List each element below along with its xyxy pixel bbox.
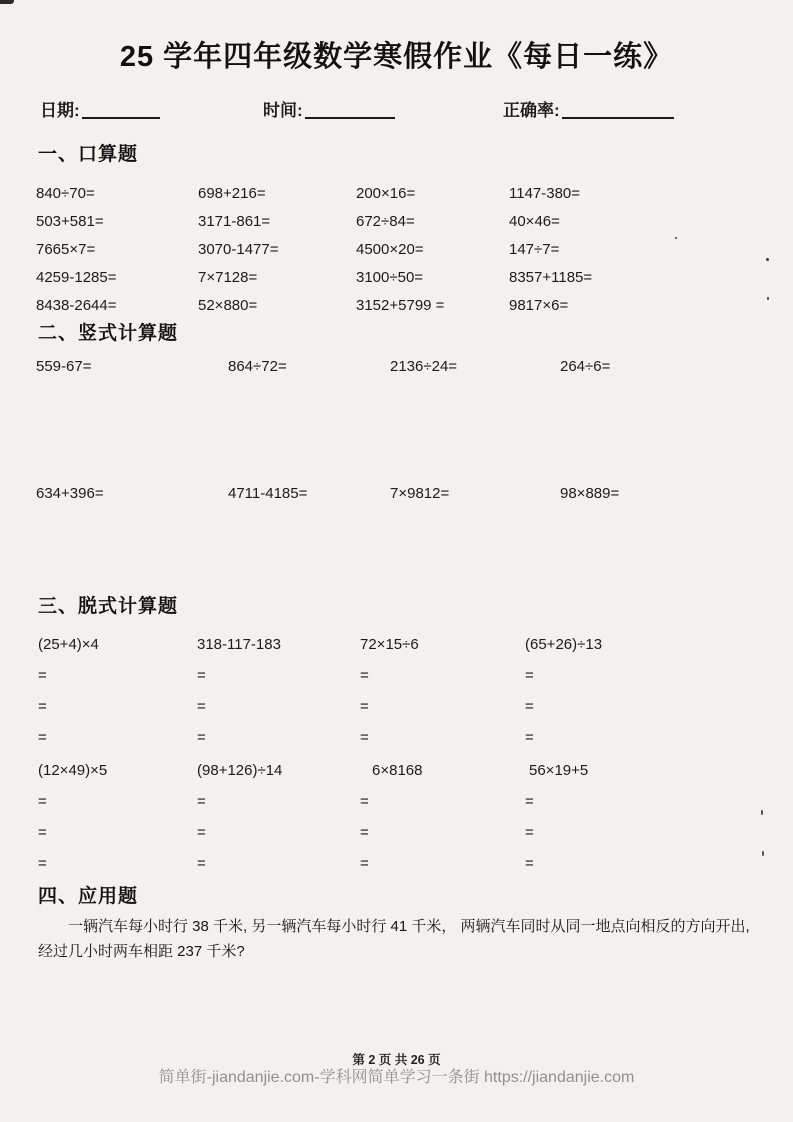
accuracy-blank-line bbox=[562, 104, 674, 119]
time-blank-line bbox=[305, 104, 395, 119]
accuracy-field bbox=[503, 96, 674, 121]
vertical-problem: 2136÷24= bbox=[390, 358, 458, 375]
scan-artifact bbox=[0, 0, 14, 4]
oral-problem: 840÷70= bbox=[36, 184, 95, 202]
oral-problem: 3070-1477= bbox=[198, 240, 279, 258]
stepwise-problem bbox=[525, 634, 793, 753]
page-number: 第 2 页 共 26 页 bbox=[352, 1053, 441, 1067]
oral-problem: 52×880= bbox=[198, 296, 258, 314]
stepwise-expression: 6×8168 bbox=[372, 762, 423, 779]
vertical-problem: 264÷6= bbox=[560, 358, 611, 375]
oral-problem: 8357+1185= bbox=[509, 268, 593, 286]
equals-line: = bbox=[197, 698, 206, 715]
oral-problem: 40×46= bbox=[509, 212, 560, 230]
time-label: 时间: bbox=[263, 101, 303, 120]
oral-problem: 7665×7= bbox=[36, 240, 96, 258]
equals-line: = bbox=[38, 729, 47, 746]
stepwise-expression: (65+26)÷13 bbox=[525, 636, 603, 653]
stepwise-group2 bbox=[0, 760, 793, 879]
equals-line: = bbox=[525, 729, 534, 746]
equals-line: = bbox=[197, 793, 206, 810]
oral-problem: 7×7128= bbox=[198, 268, 258, 286]
word-problem-text: 一辆汽车每小时行 38 千米, 另一辆汽车每小时行 41 千米， 两辆汽车同时从同一地点向相反的方向开出, 经过几小时两车相距 237 千米? bbox=[38, 918, 750, 960]
equals-line: = bbox=[525, 667, 534, 684]
equals-line: = bbox=[360, 793, 369, 810]
oral-problems-grid bbox=[0, 179, 793, 319]
date-blank-line bbox=[82, 104, 160, 119]
oral-problem: 672÷84= bbox=[356, 212, 415, 230]
stepwise-problem bbox=[525, 760, 793, 879]
equals-line: = bbox=[360, 698, 369, 715]
scan-artifact bbox=[766, 258, 769, 261]
date-label: 日期: bbox=[40, 101, 80, 120]
page-footer bbox=[0, 1053, 793, 1088]
vertical-problem: 864÷72= bbox=[228, 358, 287, 375]
site-watermark: 简单街-jiandanjie.com-学科网简单学习一条街 https://jiandanjie.com bbox=[158, 1069, 635, 1086]
equals-line: = bbox=[525, 824, 534, 841]
section-stepwise-heading: 三、脱式计算题 bbox=[38, 596, 179, 617]
equals-line: = bbox=[197, 729, 206, 746]
date-field bbox=[40, 96, 160, 121]
oral-problem: 1147-380= bbox=[509, 184, 581, 202]
oral-problem: 4500×20= bbox=[356, 240, 424, 258]
scan-artifact bbox=[761, 810, 763, 815]
stepwise-problem bbox=[38, 634, 197, 753]
equals-line: = bbox=[360, 667, 369, 684]
stepwise-problem bbox=[360, 634, 525, 753]
equals-line: = bbox=[525, 793, 534, 810]
equals-line: = bbox=[360, 729, 369, 746]
oral-problem: 503+581= bbox=[36, 212, 104, 230]
worksheet-title: 25 学年四年级数学寒假作业《每日一练》 bbox=[119, 41, 674, 73]
equals-line: = bbox=[197, 667, 206, 684]
vertical-problems-row2 bbox=[0, 483, 793, 505]
equals-line: = bbox=[38, 824, 47, 841]
stepwise-expression: 56×19+5 bbox=[529, 762, 589, 779]
oral-problem: 3100÷50= bbox=[356, 268, 424, 286]
stepwise-problem bbox=[38, 760, 197, 879]
vertical-problem: 559-67= bbox=[36, 358, 92, 375]
vertical-problem: 634+396= bbox=[36, 485, 104, 502]
equals-line: = bbox=[360, 855, 369, 872]
vertical-problem: 98×889= bbox=[560, 485, 620, 502]
oral-problem: 8438-2644= bbox=[36, 296, 117, 314]
stepwise-expression: (12×49)×5 bbox=[38, 762, 108, 779]
section-word-heading: 四、应用题 bbox=[38, 886, 139, 907]
stepwise-problem bbox=[197, 760, 360, 879]
stepwise-expression: (98+126)÷14 bbox=[197, 762, 283, 779]
equals-line: = bbox=[197, 824, 206, 841]
oral-problem: 200×16= bbox=[356, 184, 416, 202]
scan-artifact bbox=[767, 297, 769, 300]
section-vertical-heading: 二、竖式计算题 bbox=[38, 323, 179, 344]
equals-line: = bbox=[360, 824, 369, 841]
time-field bbox=[263, 96, 395, 121]
accuracy-label: 正确率: bbox=[503, 101, 560, 120]
vertical-problems-row1 bbox=[0, 356, 793, 378]
stepwise-problem bbox=[197, 634, 360, 753]
equals-line: = bbox=[525, 855, 534, 872]
stepwise-expression: (25+4)×4 bbox=[38, 636, 99, 653]
oral-problem: 698+216= bbox=[198, 184, 266, 202]
vertical-problem: 7×9812= bbox=[390, 485, 450, 502]
scan-artifact bbox=[675, 237, 677, 239]
stepwise-expression: 318-117-183 bbox=[197, 636, 281, 653]
equals-line: = bbox=[38, 698, 47, 715]
vertical-problem: 4711-4185= bbox=[228, 485, 308, 502]
oral-problem: 4259-1285= bbox=[36, 268, 117, 286]
equals-line: = bbox=[38, 793, 47, 810]
stepwise-expression: 72×15÷6 bbox=[360, 636, 419, 653]
oral-problem: 3152+5799 = bbox=[356, 296, 445, 314]
equals-line: = bbox=[38, 855, 47, 872]
equals-line: = bbox=[38, 667, 47, 684]
section-oral-heading: 一、口算题 bbox=[38, 144, 139, 165]
scan-artifact bbox=[762, 851, 764, 856]
stepwise-group1 bbox=[0, 634, 793, 753]
equals-line: = bbox=[197, 855, 206, 872]
stepwise-problem bbox=[360, 760, 525, 879]
oral-problem: 147÷7= bbox=[509, 240, 560, 258]
oral-problem: 9817×6= bbox=[509, 296, 569, 314]
oral-problem: 3171-861= bbox=[198, 212, 271, 230]
fill-in-header bbox=[0, 96, 793, 124]
equals-line: = bbox=[525, 698, 534, 715]
